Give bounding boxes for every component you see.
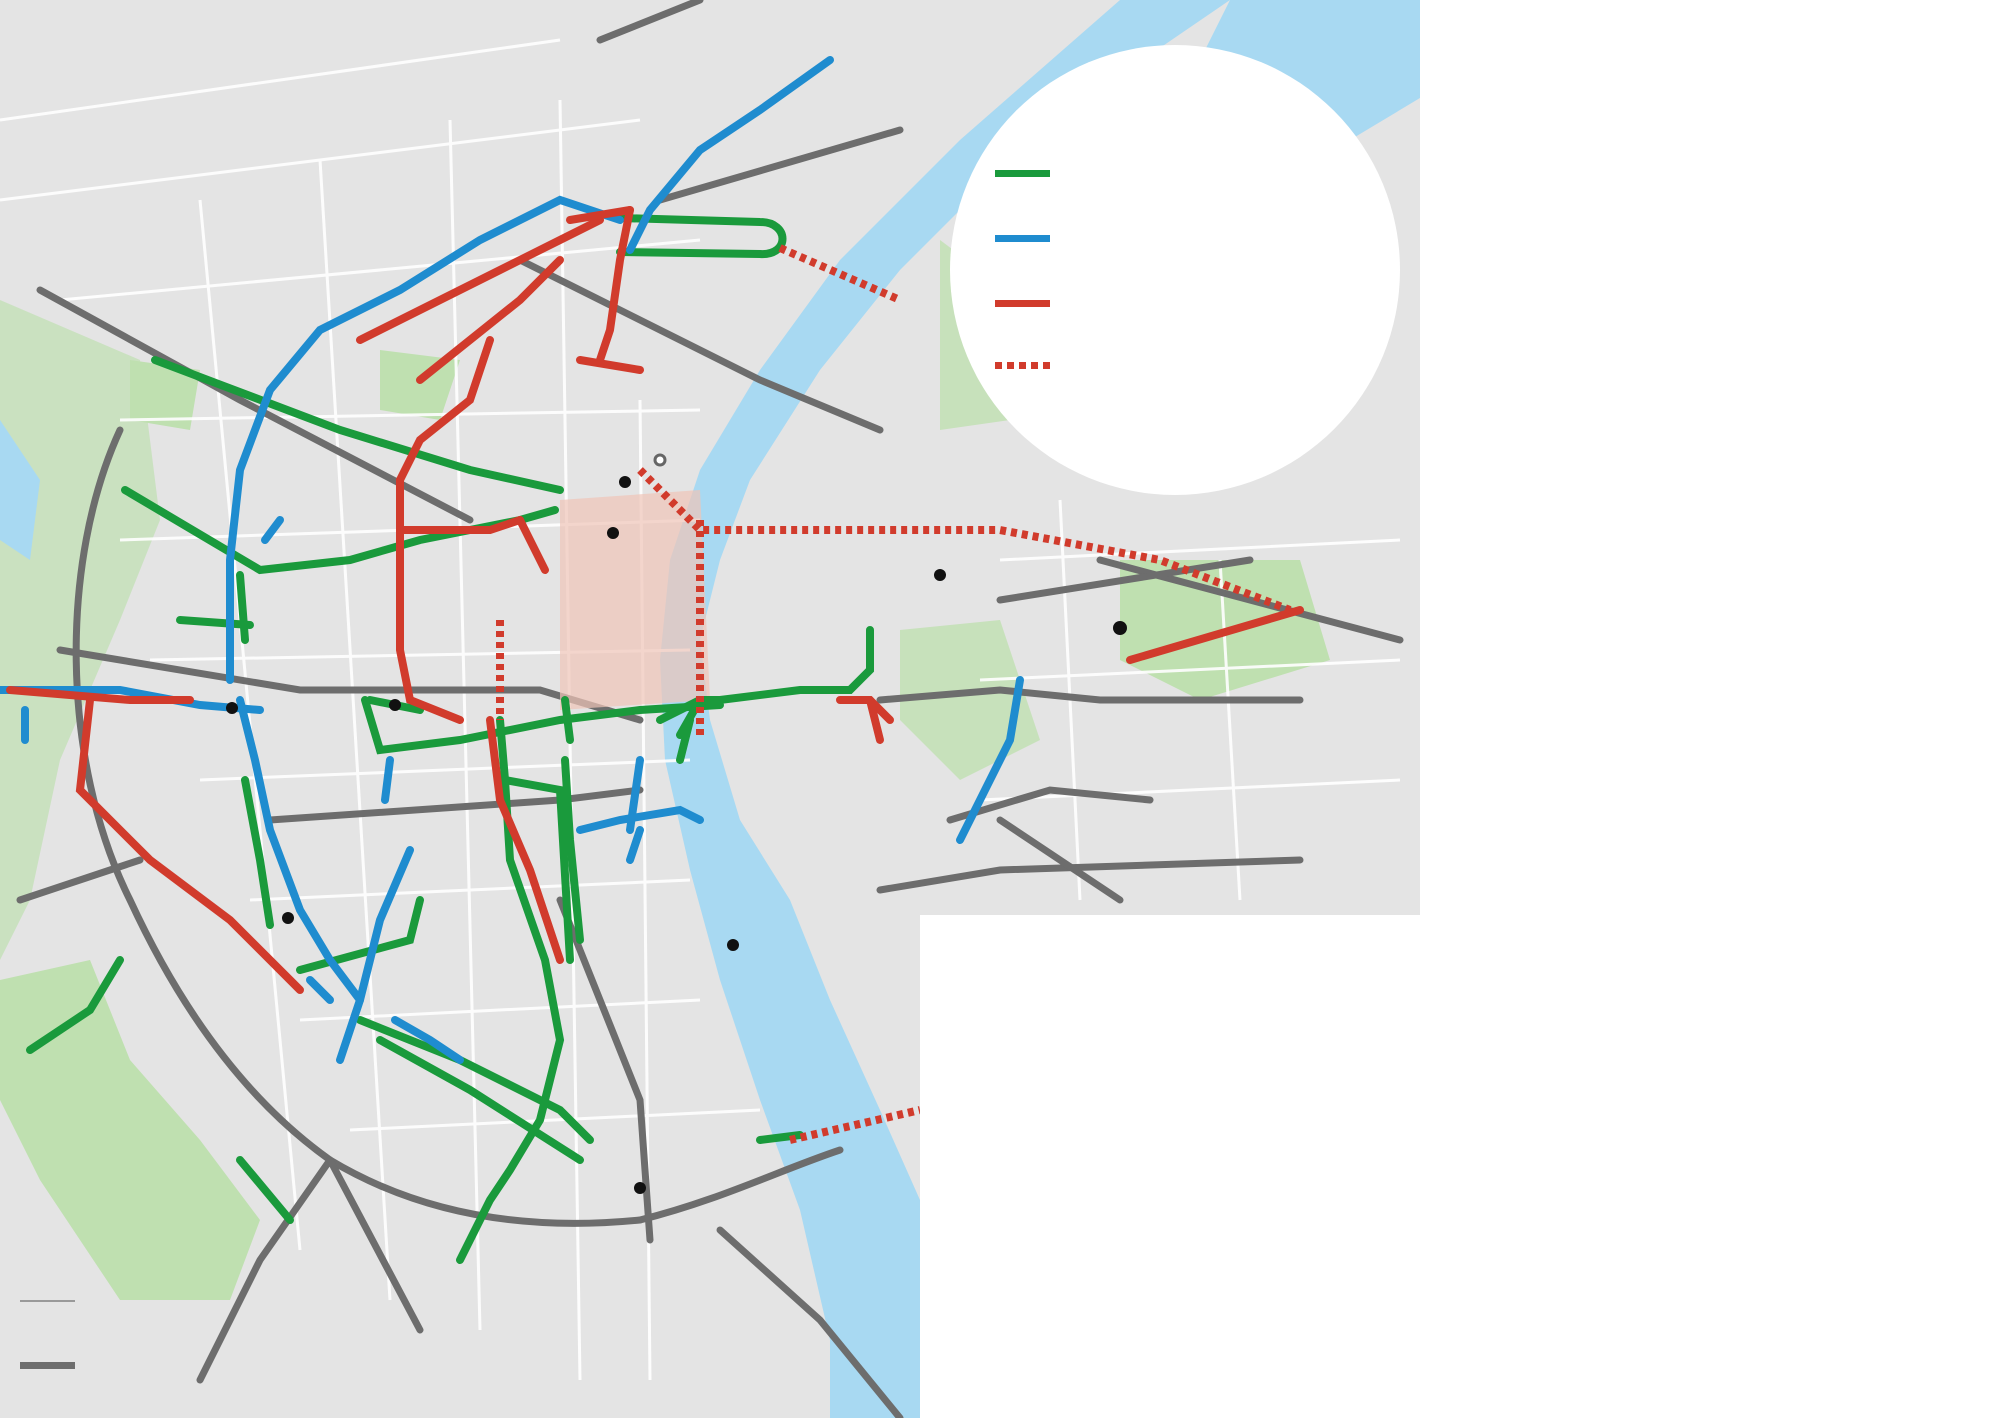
network-thick-line: [20, 1362, 75, 1369]
legend: [950, 45, 1400, 495]
list-panel-bottom: [920, 915, 1420, 1418]
legend-red-line: [995, 300, 1050, 307]
network-thin-line: [20, 1300, 75, 1302]
legend-green-line: [995, 170, 1050, 177]
list-panel-top: [1420, 0, 2000, 915]
legend-red-dashed-line: [995, 362, 1050, 369]
legend-blue-line: [995, 235, 1050, 242]
